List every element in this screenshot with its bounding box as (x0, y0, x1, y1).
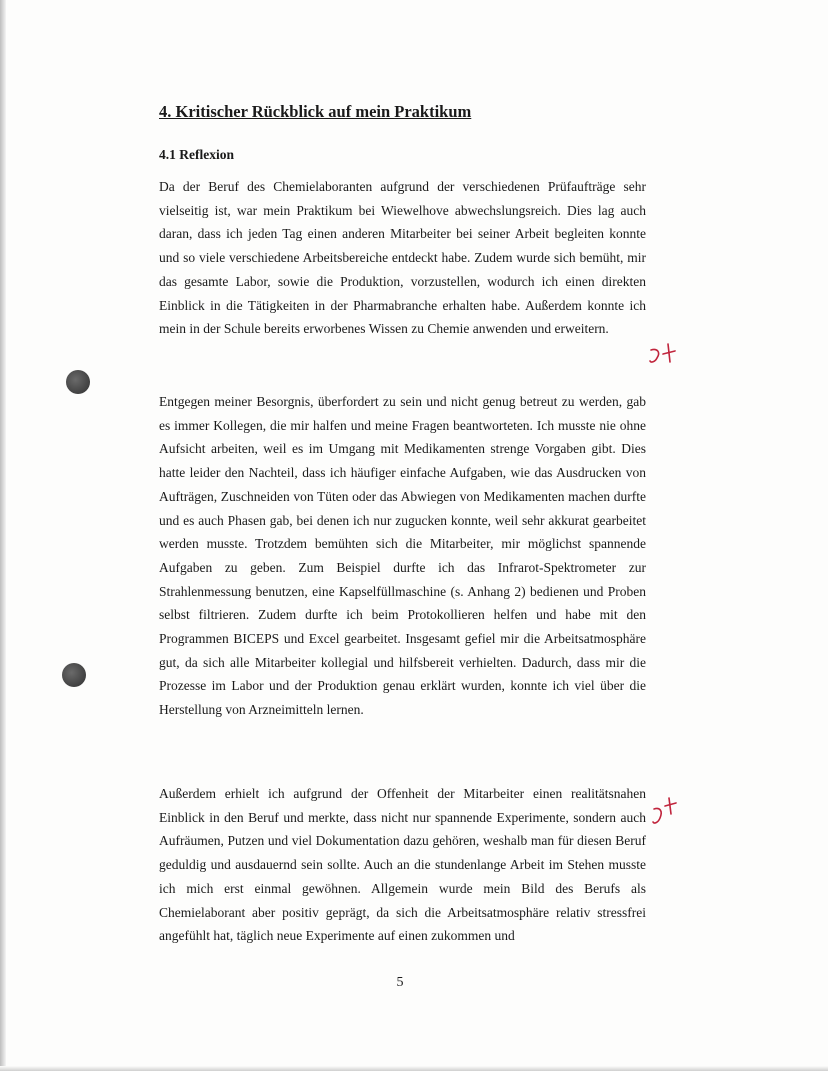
subsection-heading: 4.1 Reflexion (159, 147, 234, 162)
paragraph: Da der Beruf des Chemielaboranten aufgrund der verschiedenen Prüfaufträge sehr vielseitig ist, war mein Praktikum bei Wiewelhove abwechslungsreich. Dies lag auch daran, dass ich jeden Tag einen anderen Mitarbeiter bei seiner Arbeit begleiten konnte und so viele verschiedene Arbeitsbereiche entdeckt habe. Zudem wurde sich bemüht, mir das gesamte Labor, sowie die Produktion, vorzustellen, wodurch ich einen direkten Einblick in die Tätigkeiten in der Pharmabranche erhalten habe. Außerdem konnte ich mein in der Schule bereits erworbenes Wissen zu Chemie anwenden und erweitern. (159, 179, 646, 337)
scan-bottom-edge (0, 1066, 828, 1071)
paragraph: Außerdem erhielt ich aufgrund der Offenheit der Mitarbeiter einen realitätsnahen Einblick in den Beruf und merkte, dass nicht nur spannende Experimente, sondern auch Aufräumen, Putzen und viel Dokumentation dazu gehören, weshalb man für diesen Beruf geduldig und ausdauernd sein sollte. Auch an die stundenlange Arbeit im Stehen musste ich mich erst einmal gewöhnen. Allgemein wurde mein Bild des Berufs als Chemielaborant aber positiv geprägt, da sich die Arbeitsatmosphäre relativ stressfrei angefühlt hat, täglich neue Experimente auf einen zukommen und (159, 786, 646, 944)
handwritten-correction-mark-icon (650, 796, 684, 830)
paragraph: Entgegen meiner Besorgnis, überfordert zu sein und nicht genug betreut zu werden, gab es immer Kollegen, die mir halfen und meine Fragen beantworteten. Ich musste nie ohne Aufsicht arbeiten, weil es im Umgang mit Medikamenten strenge Vorgaben gibt. Dies hatte leider den Nachteil, dass ich häufiger einfache Aufgaben, wie das Ausdrucken von Aufträgen, Zuschneiden von Tüten oder das Abwiegen von Medikamenten machen durfte und es auch Phasen gab, bei denen ich nur zugucken konnte, weil sehr akkurat gearbeitet werden musste. Trotzdem bemühten sich die Mitarbeiter, mir möglichst spannende Aufgaben zu geben. Zum Beispiel durfte ich das Infrarot-Spektrometer zur Strahlenmessung benutzen, eine Kapselfüllmaschine (s. Anhang 2) bedienen und Proben selbst filtrieren. Zudem durfte ich beim Protokollieren helfen und habe mit den Programmen BICEPS und Excel gearbeitet. Insgesamt gefiel mir die Arbeitsatmosphäre gut, da sich alle Mitarbeiter kollegial und hilfsbereit verhielten. Dadurch, dass mir die Prozesse im Labor und der Produktion genau erklärt wurden, konnte ich viel über die Herstellung von Arzneimitteln lernen. (159, 394, 646, 718)
handwritten-correction-mark-icon (647, 336, 681, 370)
punch-hole-icon (62, 663, 86, 687)
scan-left-edge (0, 0, 6, 1071)
page-number: 5 (396, 975, 404, 990)
section-heading: 4. Kritischer Rückblick auf mein Praktikum (159, 102, 472, 121)
punch-hole-icon (66, 370, 90, 394)
